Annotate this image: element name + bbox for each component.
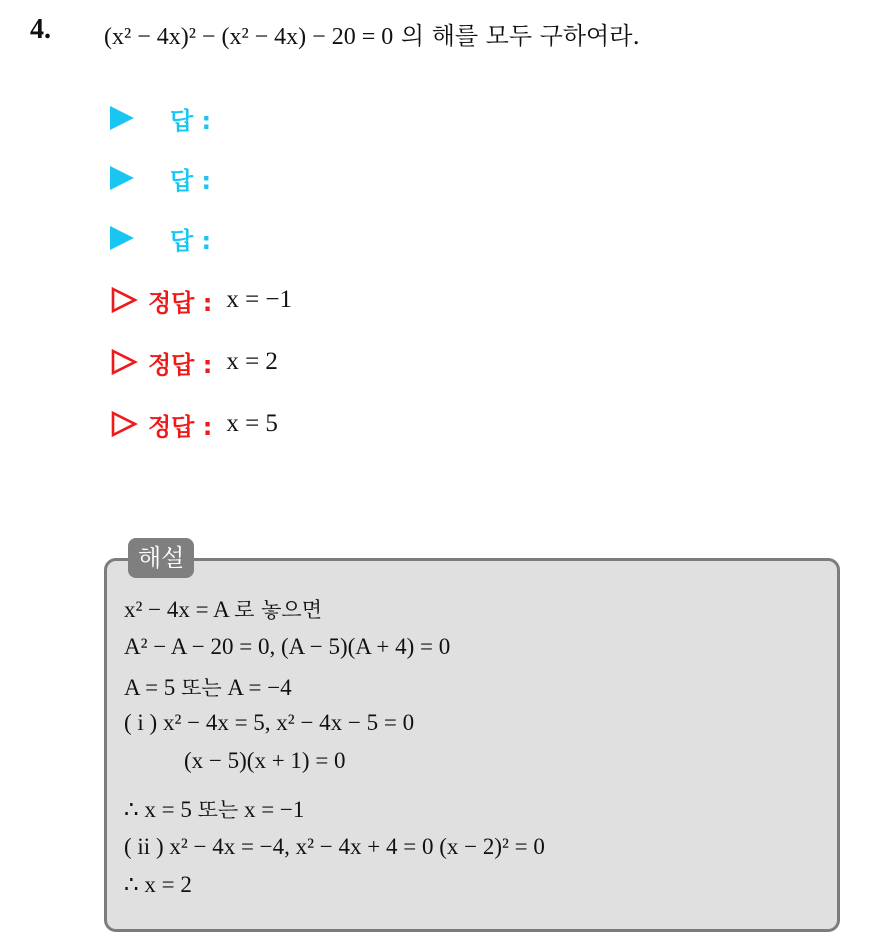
answer-blank-row[interactable] — [110, 160, 211, 196]
solution-math: ∴ x = 5 — [124, 797, 192, 822]
correct-answer-value: x = 2 — [226, 348, 278, 375]
play-triangle-icon — [110, 166, 134, 190]
answer-blank-label: 답 : — [170, 106, 212, 135]
correct-answer-value: x = 5 — [226, 410, 278, 437]
correct-answer-label: 정답 : — [148, 288, 213, 317]
solution-text: 로 놓으면 — [234, 598, 322, 622]
solution-line: ( i ) x² − 4x = 5, x² − 4x − 5 = 0 — [124, 710, 415, 735]
solution-text: 또는 — [197, 798, 239, 822]
correct-answer-value: x = −1 — [226, 286, 293, 313]
solution-line — [124, 794, 304, 824]
correct-answer-row — [110, 406, 278, 442]
solution-line: ∴ x = 2 — [124, 872, 192, 897]
solution-math: x = −1 — [243, 797, 305, 822]
outline-triangle-icon — [110, 410, 138, 438]
answer-blank-row[interactable] — [110, 100, 211, 136]
correct-answer-row — [110, 282, 292, 318]
outline-triangle-icon — [110, 286, 138, 314]
answer-blank-row[interactable] — [110, 220, 211, 256]
solution-tag: 해설 — [128, 538, 194, 578]
question-text — [104, 16, 640, 51]
solution-math: A = 5 — [124, 675, 176, 700]
question-number: 4. — [30, 14, 51, 45]
solution-line: (x − 5)(x + 1) = 0 — [184, 748, 346, 773]
question-equation: (x² − 4x)² − (x² − 4x) − 20 = 0 — [104, 24, 394, 50]
solution-math: x² − 4x = A — [124, 597, 229, 622]
correct-answer-row — [110, 344, 278, 380]
solution-line — [124, 594, 322, 624]
question-prompt: 의 해를 모두 구하여라. — [400, 22, 641, 50]
play-triangle-icon — [110, 226, 134, 250]
answer-blank-label: 답 : — [170, 226, 212, 255]
outline-triangle-icon — [110, 348, 138, 376]
answer-blank-label: 답 : — [170, 166, 212, 195]
solution-text: 또는 — [181, 676, 222, 700]
solution-line — [124, 672, 292, 702]
solution-line: ( ii ) x² − 4x = −4, x² − 4x + 4 = 0 (x − 2)² = 0 — [124, 834, 545, 859]
solution-math: A = −4 — [227, 675, 292, 700]
solution-line: A² − A − 20 = 0, (A − 5)(A + 4) = 0 — [124, 634, 451, 659]
play-triangle-icon — [110, 106, 134, 130]
correct-answer-label: 정답 : — [148, 350, 213, 379]
correct-answer-label: 정답 : — [148, 412, 213, 441]
